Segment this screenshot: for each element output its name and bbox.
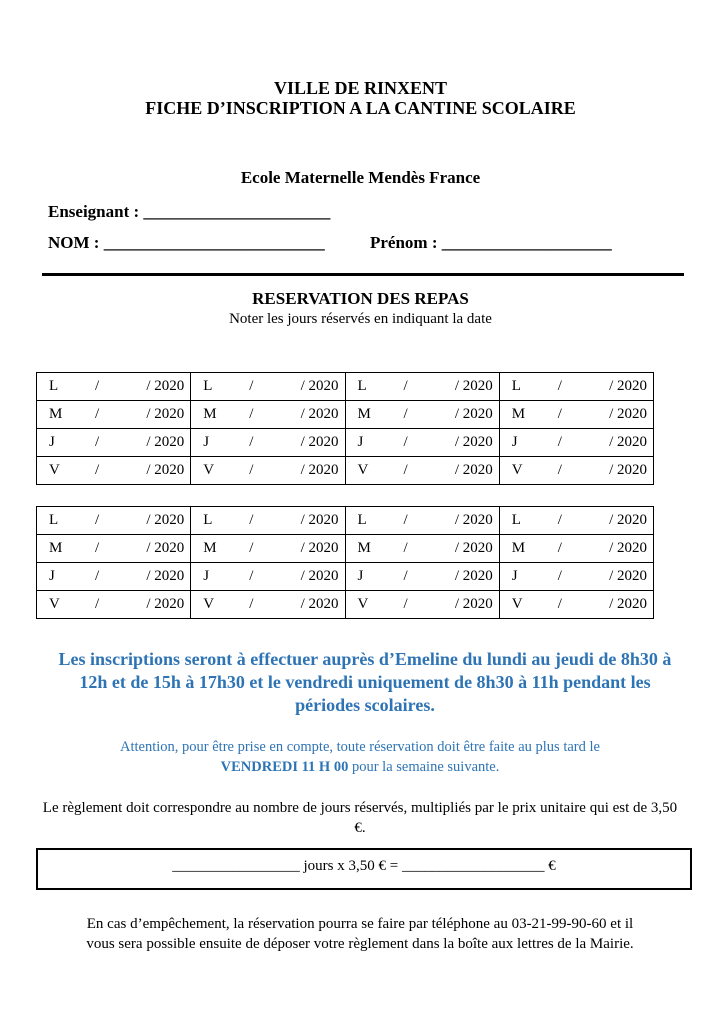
grid-row-thursday-j: [37, 563, 654, 591]
separator-rule: [42, 273, 684, 276]
date-cell[interactable]: L / / 2020: [49, 378, 185, 394]
school-name: Ecole Maternelle Mendès France: [240, 168, 481, 187]
firstname-field[interactable]: Prénom : ____________________: [370, 233, 612, 252]
date-cell[interactable]: V / / 2020: [511, 596, 647, 612]
grid-row-tuesday-m: [37, 535, 654, 563]
date-cell[interactable]: V / / 2020: [511, 462, 647, 478]
city-title: VILLE DE RINXENT: [273, 78, 448, 98]
date-cell[interactable]: M / / 2020: [357, 406, 493, 422]
grid-row-tuesday-m: [37, 401, 654, 429]
deadline-notice: [40, 737, 680, 777]
footer-note: En cas d’empêchement, la réservation pourra se faire par téléphone au 03-21-99-90-60 et il vous sera possible ensuite de déposer votre règlement dans la boîte aux lettres de la Mairie.: [86, 916, 634, 952]
teacher-field[interactable]: Enseignant : ______________________: [48, 202, 331, 221]
date-cell[interactable]: J / / 2020: [49, 434, 185, 450]
reservation-grid-2: [36, 506, 654, 619]
date-cell[interactable]: M / / 2020: [203, 406, 339, 422]
date-cell[interactable]: M / / 2020: [203, 540, 339, 556]
payment-formula[interactable]: _________________ jours x 3,50 € = ___________________ €: [172, 858, 556, 874]
grid-row-thursday-j: [37, 429, 654, 457]
date-cell[interactable]: J / / 2020: [511, 434, 647, 450]
deadline-day: VENDREDI 11 H 00: [220, 759, 349, 775]
date-cell[interactable]: V / / 2020: [357, 596, 493, 612]
date-cell[interactable]: V / / 2020: [49, 596, 185, 612]
date-cell[interactable]: M / / 2020: [357, 540, 493, 556]
grid-row-friday-v: [37, 457, 654, 485]
date-cell[interactable]: L / / 2020: [357, 378, 493, 394]
date-cell[interactable]: J / / 2020: [203, 568, 339, 584]
grid-row-monday-l: [37, 373, 654, 401]
lastname-field[interactable]: NOM : __________________________: [48, 233, 325, 252]
date-cell[interactable]: L / / 2020: [49, 512, 185, 528]
date-cell[interactable]: J / / 2020: [357, 434, 493, 450]
payment-calculation-box: [36, 848, 692, 890]
date-cell[interactable]: V / / 2020: [203, 596, 339, 612]
date-cell[interactable]: V / / 2020: [203, 462, 339, 478]
date-cell[interactable]: L / / 2020: [357, 512, 493, 528]
registration-info: Les inscriptions seront à effectuer auprès d’Emeline du lundi au jeudi de 8h30 à 12h et de 15h à 17h30 et le vendredi uniquement de 8h30 à 11h pendant les périodes scolaires.: [58, 649, 672, 715]
date-cell[interactable]: M / / 2020: [49, 540, 185, 556]
date-cell[interactable]: M / / 2020: [49, 406, 185, 422]
deadline-text-1: Attention, pour être prise en compte, toute réservation doit être faite au plus tard le: [120, 739, 600, 755]
date-cell[interactable]: L / / 2020: [511, 378, 647, 394]
date-cell[interactable]: J / / 2020: [203, 434, 339, 450]
form-title: FICHE D’INSCRIPTION A LA CANTINE SCOLAIRE: [145, 98, 576, 118]
date-cell[interactable]: L / / 2020: [511, 512, 647, 528]
reservation-subtitle: Noter les jours réservés en indiquant la date: [229, 311, 492, 327]
deadline-text-2: pour la semaine suivante.: [348, 759, 500, 775]
date-cell[interactable]: J / / 2020: [511, 568, 647, 584]
reservation-grid-1: [36, 372, 654, 485]
date-cell[interactable]: J / / 2020: [357, 568, 493, 584]
date-cell[interactable]: M / / 2020: [511, 540, 647, 556]
grid-row-monday-l: [37, 507, 654, 535]
date-cell[interactable]: V / / 2020: [49, 462, 185, 478]
date-cell[interactable]: V / / 2020: [357, 462, 493, 478]
date-cell[interactable]: J / / 2020: [49, 568, 185, 584]
reservation-title: RESERVATION DES REPAS: [252, 289, 469, 308]
payment-text: Le règlement doit correspondre au nombre de jours réservés, multipliés par le prix unitaire qui est de 3,50 €.: [42, 800, 678, 836]
date-cell[interactable]: L / / 2020: [203, 512, 339, 528]
grid-row-friday-v: [37, 591, 654, 619]
date-cell[interactable]: L / / 2020: [203, 378, 339, 394]
date-cell[interactable]: M / / 2020: [511, 406, 647, 422]
